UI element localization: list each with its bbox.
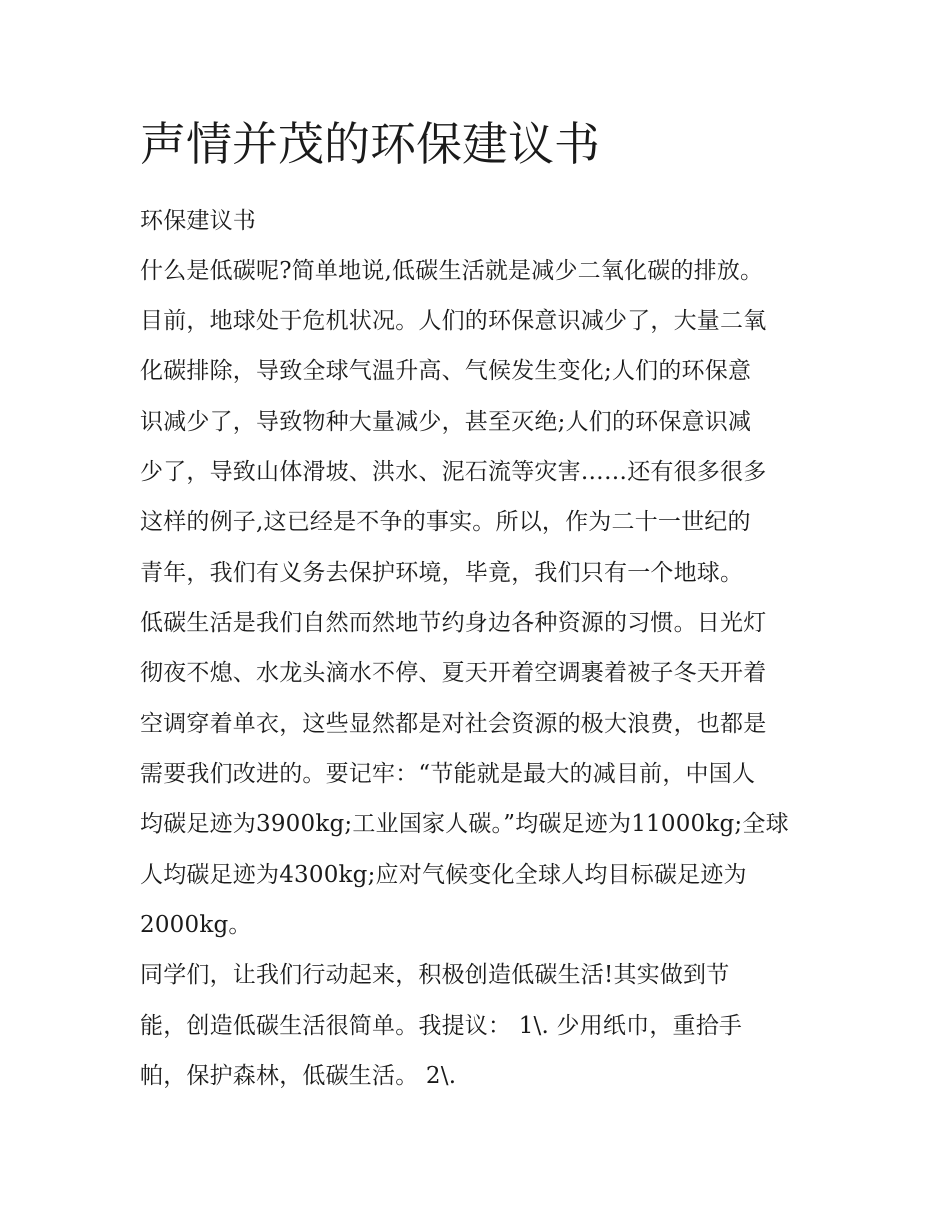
paragraph-line: 彻夜不熄、水龙头滴水不停、夏天开着空调裹着被子冬天开着 <box>140 660 767 686</box>
paragraph-line: 青年，我们有义务去保护环境，毕竟，我们只有一个地球。 <box>140 560 744 586</box>
paragraph-line: 空调穿着单衣，这些显然都是对社会资源的极大浪费，也都是 <box>140 711 767 737</box>
paragraph-line: 帕，保护森林，低碳生活。 2\. <box>140 1063 457 1089</box>
paragraph-line: 低碳生活是我们自然而然地节约身边各种资源的习惯。日光灯 <box>140 610 767 636</box>
paragraph-line: 能，创造低碳生活很简单。我提议： 1\. 少用纸巾，重拾手 <box>140 1013 743 1039</box>
subtitle: 环保建议书 <box>140 208 256 234</box>
paragraph-line: 这样的例子,这已经是不争的事实。所以，作为二十一世纪的 <box>140 509 751 535</box>
paragraph-line: 化碳排除，导致全球气温升高、气候发生变化;人们的环保意 <box>140 358 752 384</box>
paragraph-line: 需要我们改进的。要记牢：“节能就是最大的减目前，中国人 <box>140 761 756 787</box>
paragraph-line: 人均碳足迹为4300kg;应对气候变化全球人均目标碳足迹为 <box>140 862 747 888</box>
paragraph-line: 2000kg。 <box>140 912 252 938</box>
paragraph-line: 什么是低碳呢?简单地说,低碳生活就是减少二氧化碳的排放。 <box>140 258 764 284</box>
paragraph-line: 少了，导致山体滑坡、洪水、泥石流等灾害……还有很多很多 <box>140 459 767 485</box>
paragraph-line: 目前，地球处于危机状况。人们的环保意识减少了，大量二氧 <box>140 308 767 334</box>
paragraph-line: 均碳足迹为3900kg;工业国家人碳。”均碳足迹为11000kg;全球 <box>140 811 789 837</box>
document-title: 声情并茂的环保建议书 <box>140 117 600 171</box>
paragraph-line: 识减少了，导致物种大量减少，甚至灭绝;人们的环保意识减 <box>140 409 752 435</box>
paragraph-line: 同学们，让我们行动起来，积极创造低碳生活!其实做到节 <box>140 962 730 988</box>
